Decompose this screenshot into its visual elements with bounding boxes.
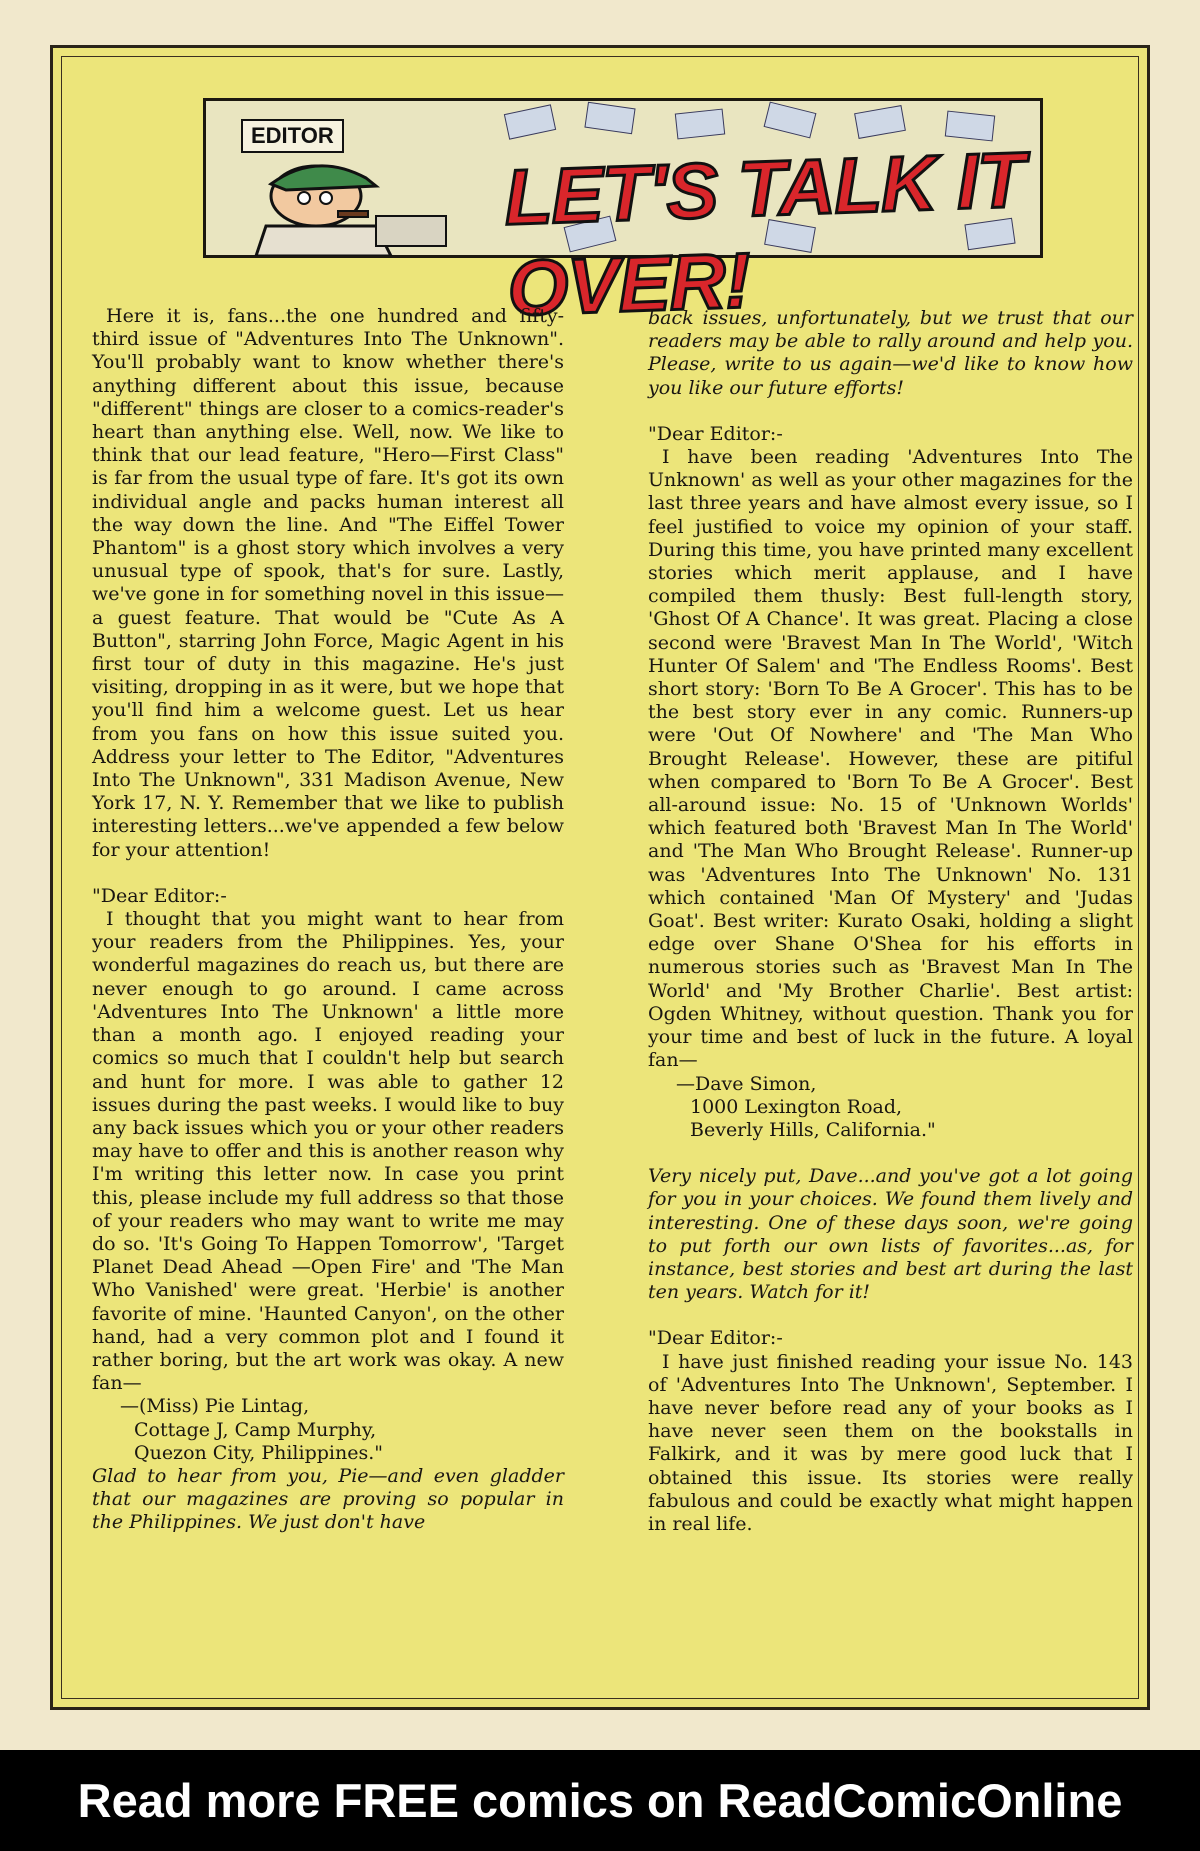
envelope-icon [854, 105, 906, 139]
envelope-icon [675, 109, 725, 140]
letter-address-line: Quezon City, Philippines." [134, 1441, 383, 1464]
right-column [648, 307, 1133, 1536]
page-title: LET'S TALK IT OVER! [503, 135, 1026, 333]
letter-address-line: 1000 Lexington Road, [690, 1095, 903, 1118]
envelope-icon [584, 102, 635, 134]
envelope-icon [504, 104, 556, 139]
letter-salutation: "Dear Editor:- [648, 422, 783, 445]
editor-reply: Very nicely put, Dave...and you've got a lot going for you in your choices. We found them lively and interesting. One of these days soon, we're going to put forth our own lists of favorites...as, for instance, best stories and best art during the last ten years. Watch for it! [648, 1165, 1133, 1304]
editor-label: EDITOR [241, 119, 344, 153]
header-banner [203, 98, 1043, 333]
letter-signature: —Dave Simon, [676, 1072, 817, 1095]
editor-reply: Glad to hear from you, Pie—and even gladder that our magazines are proving so popular in the Philippines. We just don't have [92, 1464, 564, 1534]
letter-body: I thought that you might want to hear from your readers from the Philippines. Yes, your wonderful magazines do reach us, but there are never enough to go around. I came across 'Adventures Into The Unknown' a little more than a month ago. I enjoyed reading your comics so much that I couldn't help but search and hunt for more. I was able to gather 12 issues during the past weeks. I would like to buy any back issues which you or your other readers may have to offer and this is another reason why I'm writing this letter now. In case you print this, please include my full address so that those of your readers who may want to write me may do so. 'It's Going To Happen Tomorrow', 'Target Planet Dead Ahead —Open Fire' and 'The Man Who Vanished' were great. 'Herbie' is another favorite of mine. 'Haunted Canyon', on the other hand, had a very common plot and I found it rather boring, but the art work was okay. A new fan— [92, 908, 564, 1395]
envelope-icon [764, 102, 817, 139]
footer-link-text[interactable]: Read more FREE comics on ReadComicOnline [77, 1774, 1123, 1827]
editor-character-illustration [226, 156, 456, 256]
left-column [92, 305, 564, 1535]
letter-salutation: "Dear Editor:- [648, 1327, 783, 1350]
letter-body: I have been reading 'Adventures Into The Unknown' as well as your other magazines for the last three years and have almost every issue, so I feel justified to voice my opinion of your staff. During this time, you have printed many excellent stories which merit applause, and I have compiled them thusly: Best full-length story, 'Ghost Of A Chance'. It was great. Placing a close second were 'Bravest Man In The World', 'Witch Hunter Of Salem' and 'The Endless Rooms'. Best short story: 'Born To Be A Grocer'. This has to be the best story ever in any comic. Runners-up were 'Out Of Nowhere' and 'The Man Who Brought Release'. However, these are pitiful when compared to 'Born To Be A Grocer'. Best all-around issue: No. 15 of 'Unknown Worlds' which featured both 'Bravest Man In The World' and 'The Man Who Brought Release'. Runner-up was 'Adventures Into The Unknown' No. 131 which contained 'Man Of Mystery' and 'Judas Goat'. Best writer: Kurato Osaki, holding a slight edge over Shane O'Shea for his efforts in numerous stories such as 'Bravest Man In The World' and 'My Brother Charlie'. Best artist: Ogden Whitney, without question. Thank you for your time and best of luck in the future. A loyal fan— [648, 446, 1133, 1072]
footer-banner[interactable] [0, 1750, 1200, 1851]
letter-body: I have just finished reading your issue No. 143 of 'Adventures Into The Unknown', September. I have never before read any of your books as I have never seen them on the bookstalls in Falkirk, and it was by mere good luck that I obtained this issue. Its stories were really fabulous and could be exactly what might happen in real life. [648, 1350, 1133, 1535]
editor-reply: back issues, unfortunately, but we trust that our readers may be able to rally around and help you. Please, write to us again—we'd like to know how you like our future efforts! [648, 307, 1133, 399]
letter-salutation: "Dear Editor:- [92, 884, 227, 907]
letter-address-line: Cottage J, Camp Murphy, [134, 1418, 377, 1441]
intro-paragraph: Here it is, fans...the one hundred and fifty-third issue of "Adventures Into The Unknown". You'll probably want to know whether there's anything different about this issue, because "different" things are closer to a comics-reader's heart than anything else. Well, now. We like to think that our lead feature, "Hero—First Class" is far from the usual type of fare. It's got its own individual angle and packs human interest all the way down the line. And "The Eiffel Tower Phantom" is a ghost story which involves a very unusual type of spook, that's for sure. Lastly, we've gone in for something novel in this issue—a guest feature. That would be "Cute As A Button", starring John Force, Magic Agent in his first tour of duty in this magazine. He's just visiting, dropping in as it were, but we hope that you'll find him a welcome guest. Let us hear from you fans on how this issue suited you. Address your letter to The Editor, "Adventures Into The Unknown", 331 Madison Avenue, New York 17, N. Y. Remember that we like to publish interesting letters...we've appended a few below for your attention! [92, 305, 564, 861]
letter-address-line: Beverly Hills, California." [690, 1118, 936, 1141]
letter-signature: —(Miss) Pie Lintag, [120, 1395, 310, 1418]
